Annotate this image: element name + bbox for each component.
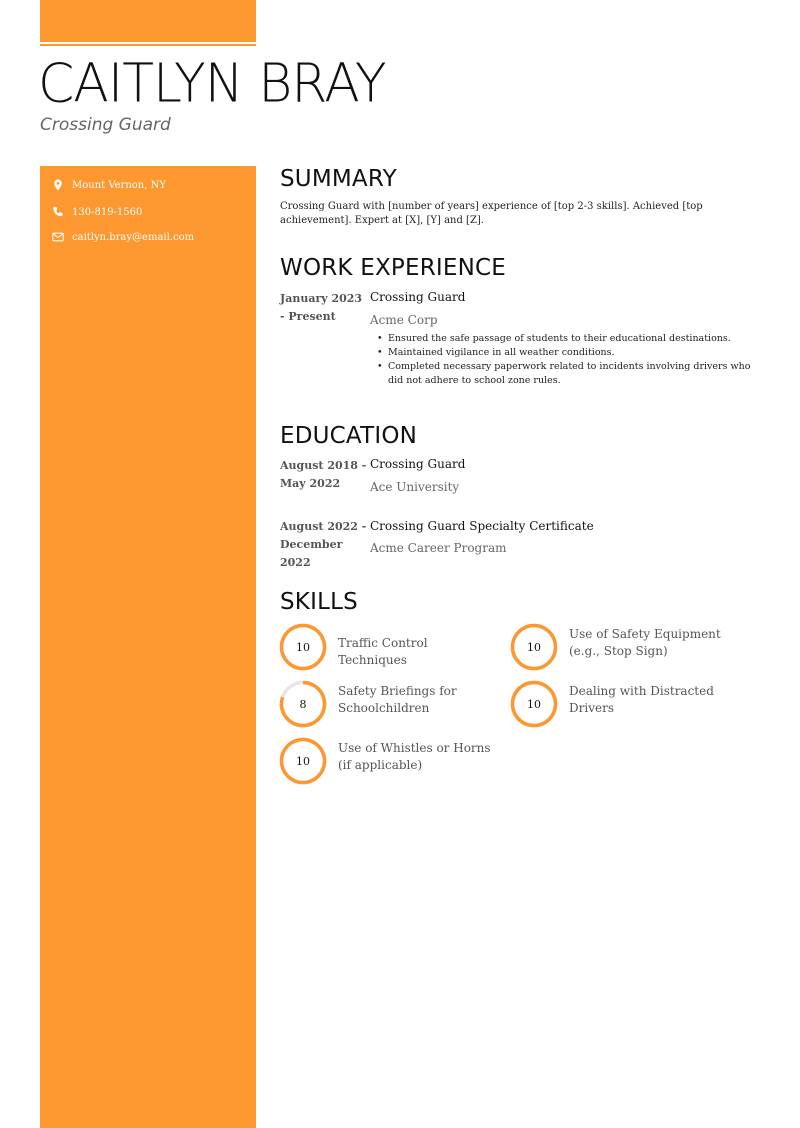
skill-level-value: 10 xyxy=(527,697,541,711)
skill-level-ring xyxy=(279,737,327,785)
skill-level-ring xyxy=(510,680,558,728)
experience-bullet: • Maintained vigilance in all weather conditions. xyxy=(388,346,760,360)
experience-org: Acme Corp xyxy=(370,313,438,327)
skill-item xyxy=(279,623,500,671)
education-degree: Crossing Guard Specialty Certificate xyxy=(370,519,594,533)
candidate-name: CAITLYN BRAY xyxy=(38,53,386,115)
education-date: August 2022 - December 2022 xyxy=(280,520,367,569)
skill-item xyxy=(279,680,500,728)
skill-item xyxy=(510,680,731,728)
skill-level-value: 10 xyxy=(296,754,310,768)
skill-level-value: 8 xyxy=(299,697,307,711)
location-pin-icon xyxy=(52,179,64,191)
education-degree: Crossing Guard xyxy=(370,457,466,471)
contact-location xyxy=(52,179,252,191)
skill-level-value: 10 xyxy=(296,640,310,654)
skill-item xyxy=(510,623,731,671)
skill-level-value: 10 xyxy=(527,640,541,654)
contact-phone xyxy=(52,206,252,218)
skill-level-ring xyxy=(510,623,558,671)
education-school: Ace University xyxy=(370,480,460,494)
email-icon xyxy=(52,231,64,243)
summary-heading: SUMMARY xyxy=(280,166,397,192)
summary-text: Crossing Guard with [number of years] experience of [top 2-3 skills]. Achieved [top achievement]. Expert at [X], [Y] and [Z]. xyxy=(280,201,703,226)
skill-level-ring xyxy=(279,623,327,671)
contact-email-text[interactable]: caitlyn.bray@email.com xyxy=(72,231,195,243)
header-accent-line xyxy=(40,44,256,46)
education-school: Acme Career Program xyxy=(370,541,507,555)
experience-bullet: • Completed necessary paperwork related to incidents involving drivers who did not adhere to school zone rules. xyxy=(388,360,760,388)
contact-email[interactable] xyxy=(52,231,252,243)
education-date: August 2018 - May 2022 xyxy=(280,459,367,490)
skill-name: Traffic Control Techniques xyxy=(338,636,428,667)
contact-phone-text: 130-819-1560 xyxy=(72,206,143,218)
experience-role: Crossing Guard xyxy=(370,290,466,304)
skill-item xyxy=(279,737,500,785)
phone-icon xyxy=(52,206,64,218)
header-accent-bar xyxy=(40,0,256,42)
education-heading: EDUCATION xyxy=(280,423,418,449)
experience-bullets xyxy=(388,332,760,388)
skill-name: Dealing with Distracted Drivers xyxy=(569,684,714,715)
experience-date: January 2023 - Present xyxy=(280,292,363,323)
skills-heading: SKILLS xyxy=(280,589,358,615)
candidate-title: Crossing Guard xyxy=(40,115,171,135)
work-experience-heading: WORK EXPERIENCE xyxy=(280,255,507,281)
skill-name: Use of Whistles or Horns (if applicable) xyxy=(338,741,491,772)
contact-location-text: Mount Vernon, NY xyxy=(72,179,166,191)
skill-level-ring xyxy=(279,680,327,728)
sidebar xyxy=(40,166,256,1128)
experience-bullet: • Ensured the safe passage of students to their educational destinations. xyxy=(388,332,760,346)
skill-name: Safety Briefings for Schoolchildren xyxy=(338,684,457,715)
skill-name: Use of Safety Equipment (e.g., Stop Sign) xyxy=(569,627,721,658)
